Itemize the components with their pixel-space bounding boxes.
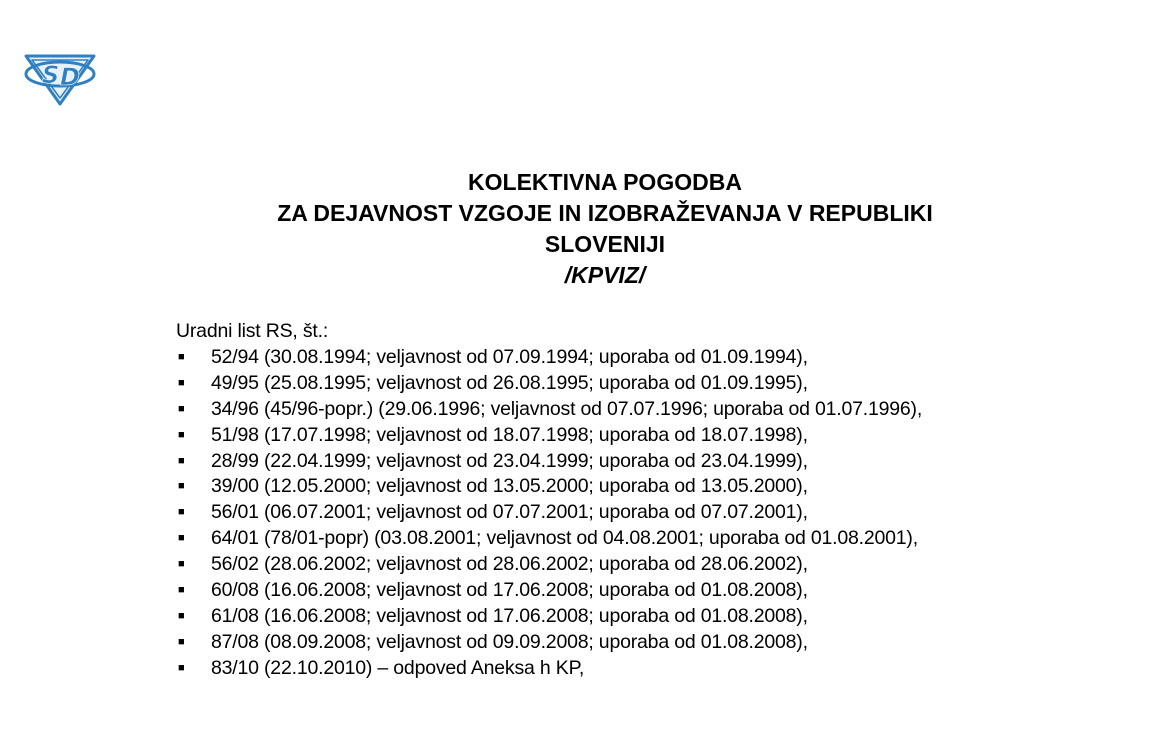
- square-bullet-icon: ■: [178, 584, 185, 597]
- gazette-entry-text: 64/01 (78/01-popr) (03.08.2001; veljavnost od 04.08.2001; uporaba od 01.08.2001),: [211, 527, 918, 550]
- list-item: [142, 449, 1034, 475]
- sd-logo-shield-icon: [22, 50, 98, 106]
- square-bullet-icon: ■: [178, 428, 185, 441]
- list-item: [142, 345, 1034, 371]
- square-bullet-icon: ■: [178, 376, 185, 389]
- gazette-entry-text: 34/96 (45/96-popr.) (29.06.1996; veljavnost od 07.07.1996; uporaba od 01.07.1996),: [211, 397, 923, 420]
- gazette-entry-text: 83/10 (22.10.2010) – odpoved Aneksa h KP,: [211, 656, 585, 679]
- title-line-3: SLOVENIJI: [544, 231, 666, 257]
- title-abbreviation: /KPVIZ/: [564, 262, 646, 288]
- gazette-entry-text: 28/99 (22.04.1999; veljavnost od 23.04.1999; uporaba od 23.04.1999),: [211, 449, 808, 472]
- gazette-entry-text: 61/08 (16.06.2008; veljavnost od 17.06.2008; uporaba od 01.08.2008),: [211, 604, 808, 627]
- title-line-2: ZA DEJAVNOST VZGOJE IN IZOBRAŽEVANJA V REPUBLIKI: [277, 200, 933, 226]
- svg-text:S: S: [42, 61, 60, 89]
- list-item: [142, 474, 1034, 500]
- list-item: [142, 656, 1034, 682]
- list-item: [142, 371, 1034, 397]
- gazette-entry-text: 51/98 (17.07.1998; veljavnost od 18.07.1998; uporaba od 18.07.1998),: [211, 423, 808, 446]
- gazette-entry-text: 87/08 (08.09.2008; veljavnost od 09.09.2008; uporaba od 01.08.2008),: [211, 630, 808, 653]
- list-item: [142, 526, 1034, 552]
- square-bullet-icon: ■: [178, 558, 185, 571]
- list-item: [142, 423, 1034, 449]
- gazette-entry-text: 56/02 (28.06.2002; veljavnost od 28.06.2002; uporaba od 28.06.2002),: [211, 553, 808, 576]
- square-bullet-icon: ■: [178, 532, 185, 545]
- official-gazette-list: [142, 319, 1034, 682]
- square-bullet-icon: ■: [178, 609, 185, 622]
- square-bullet-icon: ■: [178, 350, 185, 363]
- document-title: [0, 167, 1157, 291]
- square-bullet-icon: ■: [178, 480, 185, 493]
- gazette-entry-text: 56/01 (06.07.2001; veljavnost od 07.07.2001; uporaba od 07.07.2001),: [211, 501, 808, 524]
- list-item: [142, 630, 1034, 656]
- list-item: [142, 604, 1034, 630]
- sd-logo: [22, 50, 98, 106]
- square-bullet-icon: ■: [178, 454, 185, 467]
- title-line-1: KOLEKTIVNA POGODBA: [468, 169, 742, 195]
- square-bullet-icon: ■: [178, 635, 185, 648]
- gazette-entry-text: 60/08 (16.06.2008; veljavnost od 17.06.2008; uporaba od 01.08.2008),: [211, 579, 808, 602]
- list-item: [142, 552, 1034, 578]
- gazette-entry-text: 49/95 (25.08.1995; veljavnost od 26.08.1995; uporaba od 01.09.1995),: [211, 371, 808, 394]
- square-bullet-icon: ■: [178, 661, 185, 674]
- list-item: [142, 500, 1034, 526]
- list-item: [142, 578, 1034, 604]
- gazette-entry-text: 52/94 (30.08.1994; veljavnost od 07.09.1994; uporaba od 01.09.1994),: [211, 345, 808, 368]
- svg-text:D: D: [60, 63, 80, 91]
- gazette-entry-text: 39/00 (12.05.2000; veljavnost od 13.05.2000; uporaba od 13.05.2000),: [211, 475, 808, 498]
- square-bullet-icon: ■: [178, 506, 185, 519]
- square-bullet-icon: ■: [178, 402, 185, 415]
- gazette-heading: Uradni list RS, št.:: [176, 320, 329, 342]
- list-item: [142, 397, 1034, 423]
